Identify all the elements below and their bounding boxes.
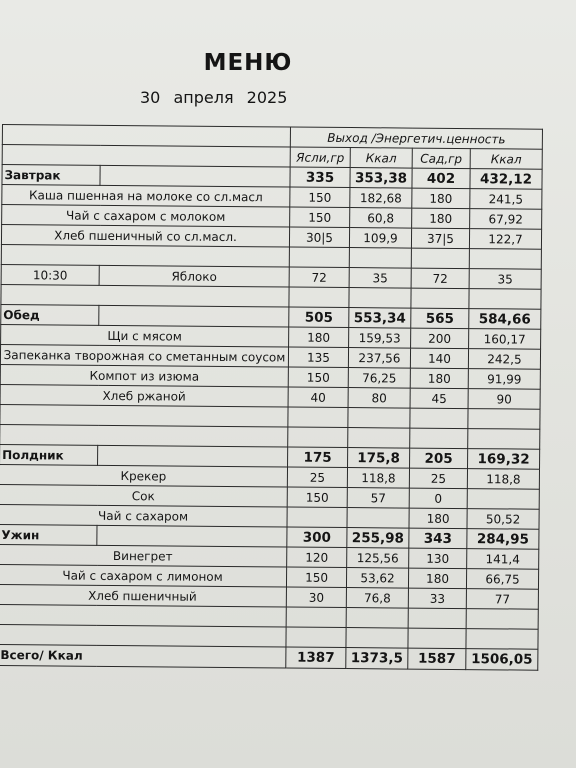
value-nursery-gr: 1387 [286, 647, 346, 669]
dish-name: Крекер [0, 464, 288, 487]
empty-cell [468, 429, 540, 450]
empty-cell [100, 165, 290, 187]
value-nursery-gr [287, 507, 347, 528]
empty-cell [466, 629, 538, 650]
value-kindergarten-gr: 140 [410, 348, 468, 369]
meal-name: Полдник [0, 444, 98, 465]
dish-name: Чай с сахаром с лимоном [0, 564, 287, 587]
value-kindergarten-kcal: 35 [469, 269, 541, 290]
value-nursery-gr: 180 [289, 327, 349, 348]
value-nursery-gr: 150 [287, 487, 347, 508]
value-kindergarten-gr: 180 [409, 508, 467, 529]
value-kindergarten-gr: 205 [410, 448, 468, 469]
value-nursery-kcal: 255,98 [347, 528, 409, 549]
empty-cell [286, 627, 346, 648]
empty-cell [468, 409, 540, 430]
value-nursery-gr: 335 [290, 167, 350, 188]
snack-time: 10:30 [1, 264, 99, 285]
value-kindergarten-kcal: 432,12 [470, 169, 542, 190]
value-kindergarten-kcal: 50,52 [467, 509, 539, 530]
col-header-nursery-gr: Ясли,гр [290, 147, 350, 168]
value-kindergarten-kcal: 1506,05 [466, 649, 538, 671]
empty-cell [346, 628, 408, 649]
value-nursery-kcal: 237,56 [348, 348, 410, 369]
menu-title: МЕНЮ [203, 50, 293, 76]
empty-cell [348, 408, 410, 429]
value-nursery-gr: 72 [289, 267, 349, 288]
empty-cell [1, 284, 289, 307]
empty-cell [410, 408, 468, 429]
empty-cell [288, 407, 348, 428]
dish-name: Винегрет [0, 544, 287, 567]
empty-cell [0, 404, 288, 427]
value-nursery-gr: 150 [288, 367, 348, 388]
empty-cell [286, 607, 346, 628]
empty-cell [349, 248, 411, 269]
value-nursery-kcal: 76,8 [346, 588, 408, 609]
value-kindergarten-gr: 33 [408, 588, 466, 609]
dish-name: Хлеб пшеничный со сл.масл. [1, 225, 289, 248]
empty-cell [411, 288, 469, 309]
value-nursery-gr: 175 [288, 447, 348, 468]
value-nursery-gr: 40 [288, 387, 348, 408]
col-header-nursery-kcal: Ккал [350, 148, 412, 169]
value-kindergarten-gr: 180 [410, 368, 468, 389]
dish-name: Сок [0, 484, 287, 507]
value-kindergarten-gr: 402 [412, 168, 470, 189]
empty-cell [288, 427, 348, 448]
value-kindergarten-kcal: 242,5 [468, 349, 540, 370]
value-kindergarten-kcal: 118,8 [467, 469, 539, 490]
value-nursery-kcal: 353,38 [350, 168, 412, 189]
meal-name: Обед [1, 304, 99, 325]
dish-name: Чай с сахаром с молоком [2, 205, 290, 228]
value-nursery-gr: 30 [286, 587, 346, 608]
empty-cell [348, 428, 410, 449]
value-nursery-kcal: 159,53 [349, 328, 411, 349]
value-nursery-kcal: 35 [349, 268, 411, 289]
value-nursery-kcal: 57 [347, 488, 409, 509]
empty-cell [1, 244, 289, 267]
value-nursery-kcal: 109,9 [349, 228, 411, 249]
empty-cell [466, 609, 538, 630]
empty-cell [99, 305, 289, 327]
value-kindergarten-gr: 180 [408, 568, 466, 589]
dish-name: Каша пшенная на молоке со сл.масл [2, 185, 290, 208]
dish-name: Хлеб ржаной [0, 384, 288, 407]
value-nursery-kcal: 80 [348, 388, 410, 409]
empty-cell [469, 249, 541, 270]
header-empty-cell [2, 125, 290, 148]
empty-cell [469, 289, 541, 310]
header-empty-cell [2, 145, 290, 168]
value-kindergarten-gr: 343 [409, 528, 467, 549]
value-kindergarten-gr: 45 [410, 388, 468, 409]
empty-cell [289, 247, 349, 268]
empty-cell [349, 288, 411, 309]
empty-cell [408, 628, 466, 649]
value-kindergarten-kcal: 90 [468, 389, 540, 410]
dish-name: Щи с мясом [1, 324, 289, 347]
value-nursery-kcal: 175,8 [348, 448, 410, 469]
value-nursery-gr: 135 [288, 347, 348, 368]
value-kindergarten-kcal: 160,17 [469, 329, 541, 350]
value-nursery-kcal: 60,8 [350, 208, 412, 229]
value-nursery-kcal: 76,25 [348, 368, 410, 389]
value-kindergarten-kcal: 91,99 [468, 369, 540, 390]
value-kindergarten-kcal: 77 [466, 589, 538, 610]
value-nursery-kcal: 1373,5 [346, 648, 408, 670]
col-header-kindergarten-gr: Сад,гр [412, 148, 470, 169]
col-header-kindergarten-kcal: Ккал [470, 149, 542, 170]
value-kindergarten-kcal: 122,7 [469, 229, 541, 250]
empty-cell [97, 525, 287, 547]
value-kindergarten-kcal: 169,32 [468, 449, 540, 470]
menu-date: 30 апреля 2025 [140, 88, 288, 107]
empty-cell [408, 608, 466, 629]
value-nursery-gr: 30|5 [289, 227, 349, 248]
meal-name: Ужин [0, 524, 97, 545]
total-row [0, 644, 538, 670]
empty-cell [0, 424, 288, 447]
header-group-label: Выход /Энергетич.ценность [290, 127, 542, 149]
dish-name: Яблоко [99, 265, 289, 287]
value-nursery-gr: 120 [287, 547, 347, 568]
total-label: Всего/ Ккал [0, 644, 286, 668]
value-nursery-gr: 150 [290, 207, 350, 228]
empty-cell [410, 428, 468, 449]
value-nursery-gr: 150 [286, 567, 346, 588]
value-nursery-kcal: 553,34 [349, 308, 411, 329]
value-kindergarten-gr: 1587 [408, 648, 466, 670]
empty-cell [98, 445, 288, 467]
value-kindergarten-gr: 180 [412, 208, 470, 229]
value-kindergarten-gr: 565 [411, 308, 469, 329]
empty-cell [289, 287, 349, 308]
value-kindergarten-gr: 180 [412, 188, 470, 209]
empty-cell [0, 624, 286, 647]
value-nursery-kcal: 182,68 [350, 188, 412, 209]
dish-name: Запеканка творожная со сметанным соусом [0, 344, 288, 367]
value-kindergarten-gr: 37|5 [411, 228, 469, 249]
value-kindergarten-kcal: 241,5 [470, 189, 542, 210]
value-kindergarten-kcal: 67,92 [470, 209, 542, 230]
value-kindergarten-kcal [467, 489, 539, 510]
value-nursery-gr: 150 [290, 187, 350, 208]
value-kindergarten-kcal: 584,66 [469, 309, 541, 330]
value-nursery-kcal: 125,56 [347, 548, 409, 569]
meal-name: Завтрак [2, 165, 100, 186]
value-nursery-kcal [347, 508, 409, 529]
value-kindergarten-kcal: 141,4 [467, 549, 539, 570]
value-kindergarten-kcal: 284,95 [467, 529, 539, 550]
menu-table [0, 124, 543, 671]
value-kindergarten-gr: 72 [411, 268, 469, 289]
value-kindergarten-gr: 25 [409, 468, 467, 489]
empty-cell [346, 608, 408, 629]
value-kindergarten-kcal: 66,75 [466, 569, 538, 590]
value-kindergarten-gr: 130 [409, 548, 467, 569]
value-nursery-gr: 300 [287, 527, 347, 548]
dish-name: Компот из изюма [0, 364, 288, 387]
value-nursery-gr: 25 [287, 467, 347, 488]
dish-name: Хлеб пшеничный [0, 584, 286, 607]
value-kindergarten-gr: 200 [411, 328, 469, 349]
value-kindergarten-gr: 0 [409, 488, 467, 509]
dish-name: Чай с сахаром [0, 504, 287, 527]
value-nursery-kcal: 118,8 [347, 468, 409, 489]
empty-cell [0, 604, 286, 627]
value-nursery-kcal: 53,62 [346, 568, 408, 589]
value-nursery-gr: 505 [289, 307, 349, 328]
empty-cell [411, 248, 469, 269]
menu-table-body [0, 125, 543, 671]
